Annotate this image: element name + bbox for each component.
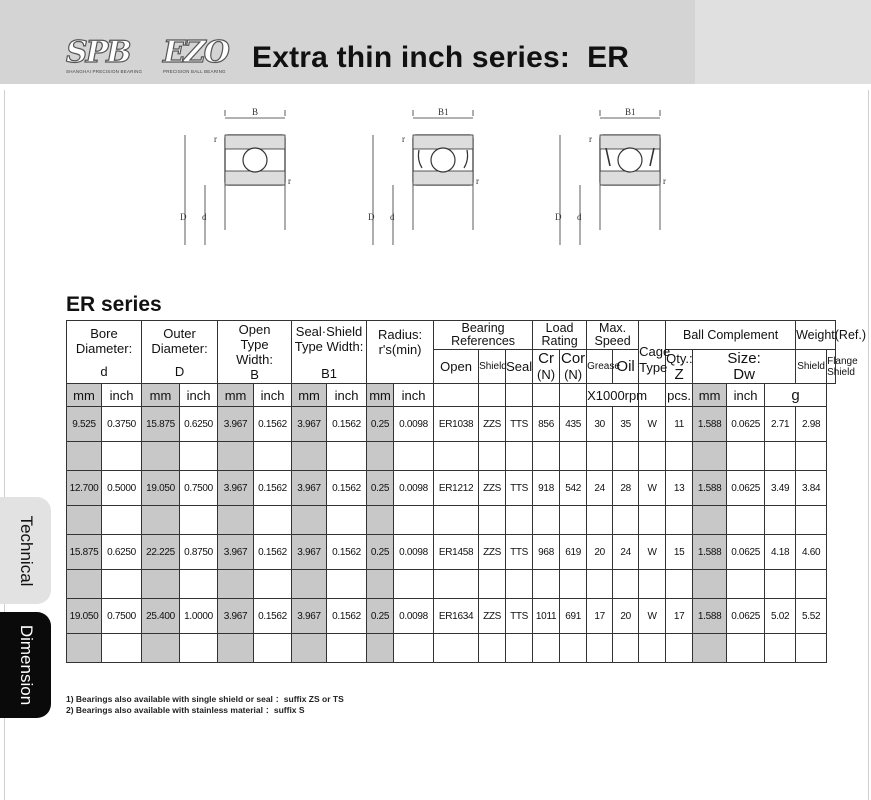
header-weight-shield: Shield [796, 350, 827, 384]
table-cell: 3.967 [292, 535, 327, 570]
table-cell: 2.71 [765, 407, 796, 442]
diagram-seal [560, 110, 660, 245]
diagram-label-d-outer-2: D [368, 212, 375, 222]
table-cell: 0.1562 [327, 471, 367, 506]
diagram-label-r: r [214, 134, 217, 144]
unit-mm: mm [218, 384, 254, 407]
table-cell: 3.967 [218, 599, 254, 634]
table-row [67, 407, 836, 442]
header-shield: Shield [479, 350, 506, 384]
table-cell: 3.967 [292, 471, 327, 506]
table-cell: 918 [533, 471, 560, 506]
spacer-row [67, 570, 836, 599]
unit-mm: mm [292, 384, 327, 407]
ezo-logo-subtext: PRECISION BALL BEARING [163, 69, 226, 74]
table-cell: 19.050 [142, 471, 180, 506]
table-row [67, 535, 836, 570]
table-cell: 0.0625 [727, 471, 765, 506]
table-cell: 0.0625 [727, 407, 765, 442]
header-cor: Cor (N) [561, 349, 586, 382]
table-cell: 0.1562 [254, 535, 292, 570]
table-cell: 0.7500 [102, 599, 142, 634]
table-cell: 0.8750 [180, 535, 218, 570]
table-cell: 3.967 [218, 407, 254, 442]
table-cell: 3.967 [292, 599, 327, 634]
diagram-label-b1-shield: B1 [438, 107, 449, 117]
table-cell: 691 [560, 599, 587, 634]
unit-mm: mm [693, 384, 727, 407]
table-cell: 3.967 [218, 471, 254, 506]
unit-inch: inch [327, 384, 367, 407]
header-grease: Grease [587, 350, 613, 384]
table-cell: 0.6250 [102, 535, 142, 570]
table-cell: 0.1562 [327, 599, 367, 634]
table-cell: 4.18 [765, 535, 796, 570]
table-cell: 0.1562 [254, 471, 292, 506]
table-cell: 968 [533, 535, 560, 570]
table-cell: 3.967 [218, 535, 254, 570]
table-cell: 0.0625 [727, 599, 765, 634]
spb-logo [66, 35, 146, 78]
header-ball-complement: Ball Complement [666, 321, 796, 350]
table-cell: 0.0098 [394, 407, 434, 442]
diagram-label-d-bore-3: d [577, 212, 582, 222]
table-cell: TTS [506, 471, 533, 506]
table-cell: 11 [666, 407, 693, 442]
header-outer: Outer Diameter: D [142, 321, 218, 384]
tab-technical-label: Technical [16, 515, 36, 586]
table-cell: W [639, 599, 666, 634]
spacer-row [67, 634, 836, 663]
footnotes [66, 694, 344, 716]
table-cell: 17 [666, 599, 693, 634]
table-cell: 0.3750 [102, 407, 142, 442]
diagram-label-d-bore-2: d [390, 212, 395, 222]
table-cell: 0.0625 [727, 535, 765, 570]
table-cell: 0.0098 [394, 535, 434, 570]
table-cell: 25.400 [142, 599, 180, 634]
table-cell: 15 [666, 535, 693, 570]
table-cell: TTS [506, 535, 533, 570]
unit-inch: inch [180, 384, 218, 407]
table-cell: 542 [560, 471, 587, 506]
table-cell: 1.588 [693, 599, 727, 634]
table-cell: 17 [587, 599, 613, 634]
header-max-speed: Max. Speed [587, 321, 639, 350]
table-cell: 24 [587, 471, 613, 506]
table-row [67, 599, 836, 634]
diagram-label-r-6: r [663, 176, 666, 186]
table-cell: 0.7500 [180, 471, 218, 506]
table-cell: 20 [587, 535, 613, 570]
table-cell: 24 [613, 535, 639, 570]
units-row [67, 384, 836, 407]
diagram-label-d-outer: D [180, 212, 187, 222]
table-cell: 1.588 [693, 407, 727, 442]
table-cell: ZZS [479, 471, 506, 506]
header-size: Size: Dw [693, 350, 796, 384]
header-bore: Bore Diameter: d [67, 321, 142, 384]
tab-dimension-label: Dimension [16, 624, 36, 706]
header-weight-flange: Flange Shield [827, 350, 836, 384]
ezo-logo-mark: EZO [163, 35, 228, 70]
table-cell: 0.5000 [102, 471, 142, 506]
bearing-diagrams [170, 100, 690, 260]
table-cell: 0.25 [367, 599, 394, 634]
unit-inch: inch [394, 384, 434, 407]
header-cage-type: Cage Type [639, 321, 666, 384]
table-cell: 856 [533, 407, 560, 442]
table-cell: 2.98 [796, 407, 827, 442]
table-cell: ZZS [479, 407, 506, 442]
header-open: Open [434, 350, 479, 384]
spacer-row [67, 442, 836, 471]
footnote-1: 1) Bearings also available with single shield or seal ：suffix ZS or TS [66, 694, 344, 704]
table-cell: 15.875 [67, 535, 102, 570]
header-load-rating: Load Rating [533, 321, 587, 350]
table-cell: 30 [587, 407, 613, 442]
ezo-logo [163, 35, 243, 78]
er-series-table [66, 320, 867, 663]
table-cell: 20 [613, 599, 639, 634]
unit-inch: inch [254, 384, 292, 407]
table-cell: TTS [506, 407, 533, 442]
diagram-label-r-3: r [402, 134, 405, 144]
header-oil: Oil [613, 350, 639, 384]
page-title: Extra thin inch series: ER [252, 41, 630, 74]
table-cell: ER1038 [434, 407, 479, 442]
section-title: ER series [66, 293, 162, 316]
table-cell: 0.0098 [394, 471, 434, 506]
table-cell: ER1634 [434, 599, 479, 634]
table-cell: 1.0000 [180, 599, 218, 634]
diagram-label-r-4: r [476, 176, 479, 186]
header-bearing-refs: Bearing References [434, 321, 533, 350]
diagram-label-r-5: r [589, 134, 592, 144]
table-cell: 19.050 [67, 599, 102, 634]
diagram-shield [373, 110, 473, 245]
table-cell: TTS [506, 599, 533, 634]
table-cell: 35 [613, 407, 639, 442]
header-qty: Qty.: Z [666, 350, 693, 383]
table-cell: 435 [560, 407, 587, 442]
header-bar-right [695, 0, 871, 84]
table-cell: 9.525 [67, 407, 102, 442]
table-cell: 3.49 [765, 471, 796, 506]
diagram-label-d-bore: d [202, 212, 207, 222]
table-cell: W [639, 407, 666, 442]
table-cell: ER1458 [434, 535, 479, 570]
table-cell: ZZS [479, 599, 506, 634]
tab-technical[interactable] [0, 497, 51, 604]
unit-pcs: pcs. [666, 384, 693, 407]
table-row [67, 471, 836, 506]
spacer-row [67, 506, 836, 535]
table-cell: ZZS [479, 535, 506, 570]
table-cell: W [639, 471, 666, 506]
table-cell: 0.1562 [327, 407, 367, 442]
spb-logo-mark: SPB [66, 35, 130, 70]
unit-mm: mm [67, 384, 102, 407]
unit-mm: mm [367, 384, 394, 407]
table-cell: 0.1562 [254, 599, 292, 634]
table-cell: 1011 [533, 599, 560, 634]
table-cell: 15.875 [142, 407, 180, 442]
table-cell: 5.52 [796, 599, 827, 634]
unit-mm: mm [142, 384, 180, 407]
table-cell: 0.1562 [327, 535, 367, 570]
table-cell: 1.588 [693, 471, 727, 506]
table-cell: 22.225 [142, 535, 180, 570]
table-cell: 28 [613, 471, 639, 506]
header-weight: Weight(Ref.) [796, 321, 836, 350]
unit-speed: X1000rpm [587, 384, 639, 407]
table-cell: 4.60 [796, 535, 827, 570]
unit-inch: inch [102, 384, 142, 407]
table-cell: ER1212 [434, 471, 479, 506]
diagram-label-b1-seal: B1 [625, 107, 636, 117]
spb-logo-subtext: SHANGHAI PRECISION BEARING [66, 69, 143, 74]
table-cell: 0.0098 [394, 599, 434, 634]
header-open-width: Open Type Width: B [218, 321, 292, 384]
table-cell: 619 [560, 535, 587, 570]
diagram-label-d-outer-3: D [555, 212, 562, 222]
table-cell: 1.588 [693, 535, 727, 570]
tab-dimension[interactable] [0, 612, 51, 718]
table-cell: 5.02 [765, 599, 796, 634]
diagram-open [185, 110, 285, 245]
header-seal-width: Seal·Shield Type Width: B1 [292, 321, 367, 384]
table-cell: 0.25 [367, 535, 394, 570]
footnote-2: 2) Bearings also available with stainless material ：suffix S [66, 705, 305, 715]
table-cell: 0.25 [367, 407, 394, 442]
table-cell: 3.967 [292, 407, 327, 442]
header-seal: Seal [506, 350, 533, 384]
unit-inch: inch [727, 384, 765, 407]
header-radius: Radius: r's(min) [367, 321, 434, 384]
table-cell: 0.6250 [180, 407, 218, 442]
table-cell: 12.700 [67, 471, 102, 506]
table-cell: W [639, 535, 666, 570]
header-cr: Cr (N) [533, 350, 560, 384]
diagram-label-b: B [252, 107, 259, 117]
unit-g: g [765, 384, 827, 407]
diagram-label-r-2: r [288, 176, 291, 186]
table-cell: 0.25 [367, 471, 394, 506]
table-cell: 0.1562 [254, 407, 292, 442]
table-cell: 3.84 [796, 471, 827, 506]
table-cell: 13 [666, 471, 693, 506]
